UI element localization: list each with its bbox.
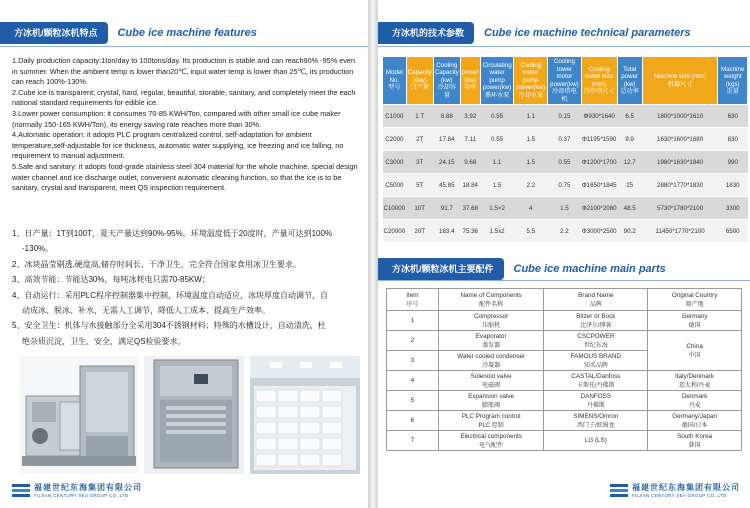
brand-en: Bitzer or Bock [576, 312, 616, 320]
spec-table [382, 56, 748, 243]
spec-cell: 1.5 [514, 128, 548, 151]
spec-cell: 7.11 [460, 128, 480, 151]
spec-cell: 3300 [718, 197, 748, 220]
part-name-cn: 蒸发器 [482, 342, 501, 349]
parts-col-cn: 原产地 [685, 301, 704, 308]
parts-col-header [438, 289, 544, 311]
parts-brand-cell [544, 371, 648, 391]
parts-col-en: Brand Name [578, 291, 614, 299]
spec-cell: 3.92 [460, 105, 480, 128]
spec-cell: 0.37 [548, 128, 582, 151]
parts-header-row [387, 289, 742, 311]
company-logo [610, 482, 740, 498]
spec-row [383, 128, 748, 151]
country-en: Germany [681, 312, 708, 320]
brand-cn: 世纪东海 [583, 342, 608, 349]
spec-col-cn: 冷却容量 [437, 84, 457, 99]
spec-cell: 90.2 [617, 220, 642, 243]
spec-col-en: power (kw) [461, 69, 479, 84]
parts-col-en: Original Country [671, 291, 718, 299]
feature-en-item: 3.Lower power consumption: it consumes 70-85 KWH/Ton, compared with other small ice cube maker (normally 150-165 KWH/Ton), its energy saving rate reaches more than 30%. [12, 108, 341, 129]
spec-cell: Φ1650*1845 [581, 174, 617, 197]
spec-cell: 1 T [406, 105, 433, 128]
spec-col-cn: 重量 [726, 88, 739, 95]
spec-cell: C1000 [383, 105, 407, 128]
spec-col-en: Cooling Capacity (kw) [434, 61, 459, 84]
spec-cell: 1.5 [548, 197, 582, 220]
spec-cell: 1.5×2 [480, 197, 514, 220]
parts-name-cell [438, 431, 544, 451]
spec-cell: 20T [406, 220, 433, 243]
parts-col-cn: 配件名称 [479, 301, 504, 308]
parts-row [387, 431, 742, 451]
parts-row [387, 411, 742, 431]
parts-item-number: 5 [387, 391, 439, 411]
brand-cn: 卡斯托/丹佛斯 [577, 382, 615, 389]
parts-section-header [378, 258, 666, 280]
parts-row [387, 311, 742, 331]
parts-item-number: 3 [387, 351, 439, 371]
parts-brand-cell [544, 351, 648, 371]
spec-section-header [378, 22, 691, 44]
country-cn: 德国/日本 [681, 422, 708, 429]
parts-col-header [648, 289, 742, 311]
parts-item-number: 4 [387, 371, 439, 391]
company-name-cn: 福建世纪东海集团有限公司 [34, 483, 142, 492]
spec-col-cn: 日产量 [410, 84, 429, 92]
spec-col-cn: 冷却塔电机 [552, 88, 577, 103]
spec-cell: C5000 [383, 174, 407, 197]
spec-cell: 1.5x2 [480, 220, 514, 243]
brand-en: DANFOSS [580, 392, 612, 400]
feature-cn-line: 3、高效节能：节能达30%，每吨冰耗电只需70-85KW； [12, 275, 210, 285]
spec-cell: 48.5 [617, 197, 642, 220]
brand-en: LG (LS) [584, 437, 607, 444]
spec-cell: C3000 [383, 151, 407, 174]
features-section-cn-title: 方冰机/颗粒冰机特点 [0, 22, 108, 44]
parts-country-cell [648, 431, 742, 451]
parts-name-cell [438, 311, 544, 331]
spec-col-header [642, 57, 718, 105]
spec-col-en: Cooling tower motor power(kw) [550, 58, 579, 88]
parts-brand-cell [544, 311, 648, 331]
spec-cell: 1.5 [514, 151, 548, 174]
spec-section-cn-title: 方冰机的技术参数 [378, 22, 474, 44]
parts-brand-cell [544, 331, 648, 351]
spec-col-en: Cooling water pump power(kw) [516, 61, 546, 92]
part-name-en: Evaporator [475, 332, 507, 340]
parts-col-header [387, 289, 439, 311]
brand-cn: 丹佛斯 [586, 402, 605, 409]
country-en: Italy/Denmark [675, 372, 715, 380]
spec-cell: 2.2 [548, 220, 582, 243]
company-logo [12, 482, 142, 498]
part-name-en: Expansion valve [468, 392, 515, 400]
spec-col-en: Circulating water pump power(kw) [482, 61, 512, 92]
spec-row [383, 220, 748, 243]
parts-country-cell [648, 331, 742, 371]
company-name-cn: 福建世纪东海集团有限公司 [632, 483, 740, 492]
spec-cell: 2880*1770*1830 [642, 174, 718, 197]
spec-col-cn: 型号 [388, 84, 401, 92]
spec-row [383, 197, 748, 220]
spec-cell: Φ930*1640 [581, 105, 617, 128]
section-divider [0, 46, 368, 47]
spec-col-header [460, 57, 480, 105]
country-cn: 意大利/丹麦 [678, 382, 711, 389]
spec-col-cn: 冷却塔尺寸 [583, 88, 615, 95]
spec-cell: 630 [718, 105, 748, 128]
part-name-en: Solenoid valve [470, 372, 512, 380]
spec-cell: 4 [514, 197, 548, 220]
parts-item-number: 2 [387, 331, 439, 351]
parts-col-cn: 品牌 [589, 301, 602, 308]
spec-cell: 25 [617, 174, 642, 197]
right-page [378, 0, 750, 508]
part-name-cn: 冷凝器 [482, 362, 501, 369]
country-en: Germany/Japan [672, 412, 717, 420]
parts-name-cell [438, 371, 544, 391]
spec-col-cn: 机器尺寸 [667, 80, 693, 88]
parts-row [387, 391, 742, 411]
spec-cell: 830 [718, 128, 748, 151]
brand-cn: 比泽尔/博客 [580, 322, 612, 329]
part-name-cn: PLC 控制 [478, 422, 504, 429]
country-cn: 德国 [688, 322, 701, 329]
spec-col-header [383, 57, 407, 105]
spec-cell: 37.68 [460, 197, 480, 220]
spec-cell: 0.55 [480, 105, 514, 128]
spec-cell: C10000 [383, 197, 407, 220]
brand-cn: 西门子/欧姆龙 [577, 422, 615, 429]
spec-cell: Φ3000*2500 [581, 220, 617, 243]
spec-header-row [383, 57, 748, 105]
parts-row [387, 371, 742, 391]
features-cn-list [12, 226, 362, 349]
country-cn: 中国 [688, 352, 701, 359]
spec-col-en: Model No. [385, 69, 403, 84]
parts-table [386, 288, 742, 451]
spec-cell: Φ1195*1590 [581, 128, 617, 151]
feature-cn-line: 动成冰、脱冰、补水，无需人工调节，降低人工成本、提高生产效率。 [22, 306, 270, 316]
parts-item-number: 7 [387, 431, 439, 451]
features-section-header [0, 22, 257, 44]
parts-name-cell [438, 411, 544, 431]
parts-brand-cell [544, 391, 648, 411]
parts-col-cn: 序号 [406, 301, 419, 308]
parts-brand-cell [544, 431, 648, 451]
spec-cell: 6.5 [617, 105, 642, 128]
parts-col-header [544, 289, 648, 311]
spec-cell: 5T [406, 174, 433, 197]
spec-col-cn: 冷却水泵 [518, 91, 544, 99]
spec-col-header [548, 57, 582, 105]
part-name-en: Water cooled condenser [457, 352, 526, 360]
brand-en: CSCPOWER [577, 332, 615, 340]
spec-cell: 24.15 [433, 151, 460, 174]
spec-cell: 0.15 [548, 105, 582, 128]
spec-cell: 18.84 [460, 174, 480, 197]
spec-cell: 5.5 [514, 220, 548, 243]
company-name-en: FUJIAN CENTURY SEA GROUP CO.,LTD [632, 493, 727, 498]
spec-col-header [617, 57, 642, 105]
spec-cell: 183.4 [433, 220, 460, 243]
ice-machine-photo [20, 356, 138, 474]
parts-name-cell [438, 331, 544, 351]
parts-name-cell [438, 391, 544, 411]
section-divider [378, 46, 750, 47]
spec-cell: C20000 [383, 220, 407, 243]
spec-cell: 8.88 [433, 105, 460, 128]
spec-cell: 1800*1000*1610 [642, 105, 718, 128]
spec-cell: 17.84 [433, 128, 460, 151]
parts-country-cell [648, 311, 742, 331]
country-cn: 韩国 [688, 442, 701, 449]
spec-cell: 9.9 [617, 128, 642, 151]
spec-cell: 2T [406, 128, 433, 151]
spec-cell: 75.36 [460, 220, 480, 243]
spec-col-header [480, 57, 514, 105]
parts-item-number: 1 [387, 311, 439, 331]
parts-country-cell [648, 371, 742, 391]
spec-cell: 12.7 [617, 151, 642, 174]
spec-cell: 0.55 [548, 151, 582, 174]
spec-col-en: Machine size (mm) [653, 73, 707, 80]
spec-cell: 91.7 [433, 197, 460, 220]
feature-en-item: 1.Daily production capacity:1ton/day to 100tons/day. Its production is stable and can reach90% -95% even in summer. When the ambient temp is lower than20℃, input water temp is lower than 25℃, its production can reach 100%-130%. [12, 56, 356, 87]
parts-col-en: Item [406, 291, 419, 299]
spec-row [383, 105, 748, 128]
spec-cell: 1.5 [480, 174, 514, 197]
part-name-en: Compressor [473, 312, 509, 320]
feature-cn-line: 2、冰块晶莹剔透,硬度高,储存时间长、干净卫生，完全符合国家食用冰卫生要求。 [12, 259, 301, 269]
spec-cell: Φ1200*1700 [581, 151, 617, 174]
brand-en: SIMENS/Omron [573, 412, 619, 420]
parts-section-en-title: Cube ice machine main parts [513, 263, 666, 275]
spec-cell: 1980*1630*1840 [642, 151, 718, 174]
parts-country-cell [648, 411, 742, 431]
spec-col-header [718, 57, 748, 105]
feature-cn-line: 5、安全卫生：机体与水接触部分全采用304不锈钢材料；特殊的水槽设计，自动清洗，杜 [12, 321, 326, 331]
country-cn: 丹麦 [688, 402, 701, 409]
feature-en-item: 5.Safe and sanitary: it adopts food-grade stainless steel 304 material for the whole machine, special design water channel and ice discharge outlet, convenient automatic cleaning function, so that the ice is to be sanitary, crystal and transparent, meet QS inspection requirement. [12, 161, 358, 193]
features-en-list [12, 56, 362, 194]
brand-cn: 知名品牌 [583, 362, 608, 369]
spec-col-cn: 循环水泵 [484, 91, 510, 99]
spec-section-en-title: Cube ice machine technical parameters [484, 27, 691, 39]
feature-cn-line: -130%。 [22, 244, 54, 254]
wave-logo-icon [610, 484, 628, 496]
spec-row [383, 151, 748, 174]
spec-cell: 11450*1770*2100 [642, 220, 718, 243]
spec-cell: 990 [718, 151, 748, 174]
spec-col-en: Total power (kw) [621, 65, 639, 88]
parts-brand-cell [544, 411, 648, 431]
part-name-en: PLC Program control [461, 412, 521, 420]
feature-cn-line: 4、自动运行：采用PLC程序控制器集中控制，环境温度自动适应，冰块厚度自动调节，自 [12, 290, 329, 300]
parts-country-cell [648, 391, 742, 411]
spec-row [383, 174, 748, 197]
spec-cell: 0.75 [548, 174, 582, 197]
feature-cn-line: 绝杂质沉淀，卫生、安全，满足QS检验要求。 [22, 336, 186, 346]
parts-item-number: 6 [387, 411, 439, 431]
page-gutter [368, 0, 378, 508]
spec-cell: Φ2100*2080 [581, 197, 617, 220]
spec-cell: 6500 [718, 220, 748, 243]
part-name-cn: 压缩机 [482, 322, 501, 329]
spec-col-header [433, 57, 460, 105]
brand-en: CASTAL/Danfoss [571, 372, 621, 380]
country-en: South Korea [677, 432, 713, 440]
feature-en-item: 4.Automatic operation: it adopts PLC program centralized control, self-adaptation for ambient temperature,self-adjustable for ice thickness, automatic water supplying, ice freezing and ice falling, no requirement to manual adjustment. [12, 130, 344, 161]
spec-col-cn: 功率 [464, 84, 477, 92]
part-name-cn: 膨胀阀 [482, 402, 501, 409]
spec-col-header [406, 57, 433, 105]
spec-cell: 2.2 [514, 174, 548, 197]
spec-cell: 0.55 [480, 128, 514, 151]
feature-cn-line: 1、日产量：1T到100T，夏天产量达到90%-95%。环境温度低于20度时，产量可达到100% [12, 229, 333, 238]
parts-row [387, 331, 742, 351]
company-name-en: FUJIAN CENTURY SEA GROUP CO.,LTD [34, 493, 129, 498]
wave-logo-icon [12, 484, 30, 496]
parts-name-cell [438, 351, 544, 371]
spec-col-en: Machine weight (kgs) [721, 65, 745, 88]
section-divider [378, 280, 750, 281]
spec-cell: 3T [406, 151, 433, 174]
spec-cell: 1.1 [480, 151, 514, 174]
part-name-cn: 电磁阀 [482, 382, 501, 389]
spec-col-header [581, 57, 617, 105]
spec-cell: 10T [406, 197, 433, 220]
ice-storage-room-photo [250, 356, 360, 474]
spec-cell: 9.68 [460, 151, 480, 174]
spec-col-header [514, 57, 548, 105]
spec-cell: C2000 [383, 128, 407, 151]
spec-cell: 1.1 [514, 105, 548, 128]
left-page [0, 0, 368, 508]
country-en: Denmark [681, 392, 708, 400]
part-name-cn: 电气配件 [479, 442, 504, 449]
feature-en-item: 2.Cube ice is transparent; crystal, hard, regular, beautiful, storable, sanitary, and completely meet the each national standard requirements for edible ice. [12, 87, 356, 108]
part-name-en: Electrical components [460, 432, 522, 440]
spec-col-en: Cooling tower size (mm) [585, 65, 614, 88]
spec-cell: 5730*1780*2100 [642, 197, 718, 220]
spec-cell: 1830 [718, 174, 748, 197]
country-en: China [686, 342, 703, 350]
spec-col-cn: 总功率 [620, 88, 639, 95]
features-section-en-title: Cube ice machine features [117, 27, 257, 39]
spec-col-en: Capacity (day) [407, 69, 432, 84]
brand-en: FAMOUS BRAND [570, 352, 622, 360]
parts-section-cn-title: 方冰机/颗粒冰机主要配件 [378, 258, 504, 280]
spec-cell: 45.85 [433, 174, 460, 197]
spec-cell: 1630*1600*1680 [642, 128, 718, 151]
cube-ice-machine-photo [144, 356, 244, 474]
parts-col-en: Name of Components [460, 291, 522, 299]
